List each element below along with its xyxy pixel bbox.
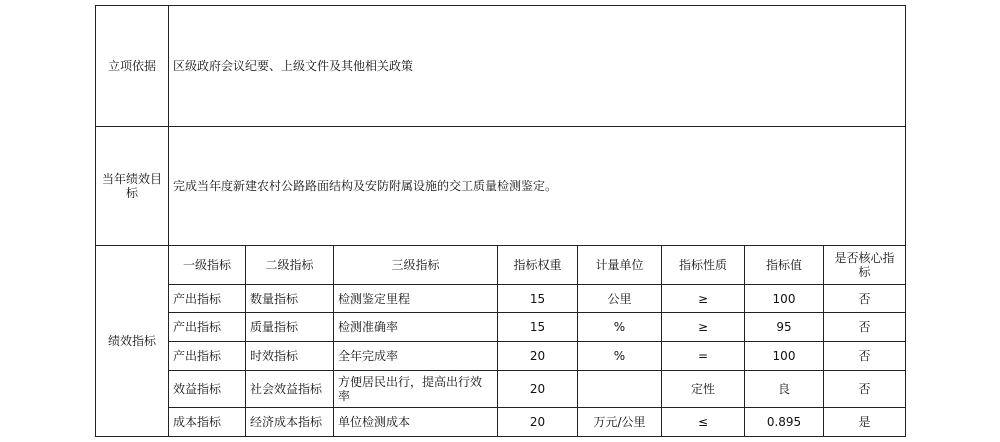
annual-goal-value: 完成当年度新建农村公路路面结构及安防附属设施的交工质量检测鉴定。 [173,179,558,193]
header-value: 指标值 [765,258,802,272]
row2-weight: 15 [529,320,546,334]
row2-value: 95 [776,320,792,334]
row4-nature: 定性 [690,382,715,396]
grid-line [168,341,906,342]
row1-unit: 公里 [607,291,632,306]
row1-value: 100 [772,291,796,306]
row1-core: 否 [858,291,871,306]
row3-level2: 时效指标 [250,349,299,363]
row1-level1: 产出指标 [173,291,222,306]
grid-line [95,436,906,437]
grid-line [168,5,169,437]
row5-level3: 单位检测成本 [338,415,411,429]
row5-core: 是 [858,415,871,429]
grid-line [95,126,906,127]
project-basis-label: 立项依据 [107,59,156,73]
row2-core: 否 [858,320,871,334]
row1-level3: 检测鉴定里程 [338,291,411,306]
row2-level2: 质量指标 [250,320,299,334]
header-level2: 二级指标 [265,258,314,272]
row4-core: 否 [858,382,871,396]
row2-level1: 产出指标 [173,320,222,334]
row4-weight: 20 [529,382,546,396]
header-weight: 指标权重 [513,258,562,272]
row4-level2: 社会效益指标 [250,382,323,396]
row3-unit: % [613,349,626,363]
header-level3: 三级指标 [391,258,440,272]
grid-line [95,5,906,6]
row1-level2: 数量指标 [250,291,299,306]
row3-value: 100 [772,349,796,363]
row2-nature: ≥ [697,320,709,334]
row4-unit [578,371,661,407]
grid-line [905,5,906,437]
annual-goal-label: 当年绩效目标 [101,172,162,200]
row3-level1: 产出指标 [173,349,222,363]
row5-nature: ≤ [697,415,709,429]
row5-unit: 万元/公里 [593,415,646,429]
grid-line [95,245,906,246]
row5-level1: 成本指标 [173,415,222,429]
row4-value: 良 [777,382,790,396]
row2-unit: % [613,320,626,334]
header-unit: 计量单位 [595,258,644,272]
row1-nature: ≥ [697,291,709,306]
indicators-label: 绩效指标 [107,334,156,348]
row4-level1: 效益指标 [173,382,222,396]
row5-level2: 经济成本指标 [250,415,323,429]
header-core: 是否核心指标 [834,251,895,279]
grid-line [168,407,906,408]
row2-level3: 检测准确率 [338,320,399,334]
row5-value: 0.895 [766,415,802,429]
row3-weight: 20 [529,349,546,363]
row3-level3: 全年完成率 [338,349,399,363]
header-nature: 指标性质 [678,258,727,272]
row3-core: 否 [858,349,871,363]
project-basis-value: 区级政府会议纪要、上级文件及其他相关政策 [173,59,414,73]
grid-line [168,284,906,285]
row1-weight: 15 [529,291,546,306]
grid-line [168,370,906,371]
grid-line [168,312,906,313]
header-level1: 一级指标 [182,258,231,272]
row5-weight: 20 [529,415,546,429]
row3-nature: = [697,349,709,363]
grid-line [95,5,96,437]
row4-level3: 方便居民出行，提高出行效率 [338,375,483,403]
